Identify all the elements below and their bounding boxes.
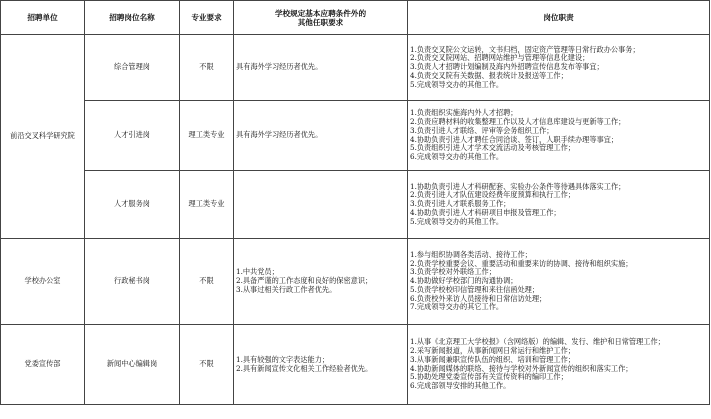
table-row	[1, 101, 710, 171]
duties-cell	[408, 325, 710, 405]
duties-cell	[408, 171, 710, 239]
duty-line: 1.从事《北京理工大学校报》（含网络版）的编辑、发行、维护和日常管理工作；	[410, 337, 665, 347]
major-requirement: 不限	[180, 35, 234, 101]
major-requirement: 理工类专业	[180, 101, 234, 171]
duty-line: 4.协助做好学校部门的沟通协调；	[410, 276, 518, 286]
header-requirements-line1: 学校规定基本应聘条件外的	[274, 8, 367, 18]
requirement-line: 具有海外学习经历者优先。	[236, 62, 323, 72]
requirement-line: 2.具有新闻宣传文化相关工作经验者优先。	[236, 363, 373, 373]
major-requirement: 不限	[180, 325, 234, 405]
position-name: 人才引进岗	[85, 101, 180, 171]
duty-line: 2.负责交叉院网站、招聘网站维护与管理等信息化建设；	[410, 53, 590, 63]
major-requirement: 理工类专业	[180, 171, 234, 239]
duty-line: 1.负责交叉院公文运转，文书归档，固定资产管理等日常行政办公事务；	[410, 44, 640, 54]
header-requirements	[234, 1, 408, 35]
duties-cell	[408, 239, 710, 325]
unit-cell: 学校办公室	[1, 239, 85, 325]
duty-line: 3.负责人才招聘计划编制及海内外招聘宣传信息发布等事宜；	[410, 62, 604, 72]
requirements-cell	[234, 101, 408, 171]
duty-line: 6.负责校外来访人员接待和日常信访处理；	[410, 293, 547, 303]
duties-cell	[408, 35, 710, 101]
header-duties: 岗位职责	[408, 1, 710, 35]
table-row	[1, 325, 710, 405]
requirement-line: 1.中共党员；	[236, 267, 279, 277]
unit-cell: 党委宣传部	[1, 325, 85, 405]
position-name: 综合管理岗	[85, 35, 180, 101]
requirements-cell	[234, 325, 408, 405]
duty-line: 3.负责引进人才联络、评审等会务组织工作；	[410, 125, 554, 135]
duty-line: 5.完成领导交办的其他工作。	[410, 79, 504, 89]
duty-line: 3.负责引进人才联系服务工作；	[410, 199, 511, 209]
duty-line: 5.完成领导交办的其他工作。	[410, 216, 504, 226]
position-name: 人才服务岗	[85, 171, 180, 239]
duty-line: 1.协助负责引进人才科研配套、实验办公条件等待遇具体落实工作；	[410, 181, 626, 191]
duty-line: 7.完成领导交办的其它工作。	[410, 302, 504, 312]
requirement-line: 具有海外学习经历者优先。	[236, 130, 323, 140]
duty-line: 1.负责组织实施海内外人才招聘；	[410, 108, 518, 118]
position-name: 行政秘书岗	[85, 239, 180, 325]
duty-line: 4.协助负责引进人才科研项目申报及管理工作；	[410, 207, 561, 217]
table-row	[1, 35, 710, 101]
duty-line: 4.协助负责引进人才聘任合同洽谈、签订，人职手续办理等事宜；	[410, 134, 619, 144]
header-position: 招聘岗位名称	[85, 1, 180, 35]
duty-line: 3.负责学校对外联络工作；	[410, 267, 496, 277]
duties-cell	[408, 101, 710, 171]
position-name: 新闻中心编辑岗	[85, 325, 180, 405]
requirements-cell	[234, 35, 408, 101]
duty-line: 1.参与组织协调各类活动、接待工作；	[410, 250, 532, 260]
requirements-cell	[234, 171, 408, 239]
duty-line: 4.负责交叉院有关数据、报表统计及报送等工作；	[410, 70, 568, 80]
duty-line: 2.采写新闻报道，从事新闻网日常运行和维护工作；	[410, 346, 575, 356]
requirement-line: 2.具备严谨的工作态度和良好的保密意识；	[236, 276, 373, 286]
requirement-line: 3.从事过相关行政工作者优先。	[236, 284, 337, 294]
duty-line: 5.负责组织引进人才学术交流活动及考核管理工作；	[410, 143, 575, 153]
header-row	[1, 1, 710, 35]
duty-line: 3.从事新闻兼职宣传队伍的组织、培训和管理工作；	[410, 354, 575, 364]
requirement-line: 1.具有较强的文字表达能力；	[236, 354, 330, 364]
duty-line: 2.负责应聘材料的收集整理工作以及人才信息库建设与更新等工作；	[410, 117, 626, 127]
duty-line: 6.完成领导交办的其他工作。	[410, 151, 504, 161]
duty-line: 2.负责引进人才队伍建设经费年度预算和执行工作；	[410, 190, 575, 200]
duty-line: 4.协助新闻媒体的联络、接待与学校对外新闻宣传的组织和落实工作；	[410, 363, 633, 373]
header-major: 专业要求	[180, 1, 234, 35]
duty-line: 5.负责学校校印信管理和来往信函处理；	[410, 284, 540, 294]
duty-line: 5.协助处理党委宣传部有关宣传资料的编印工作；	[410, 372, 568, 382]
header-requirements-line2: 其他任职要求	[297, 17, 344, 27]
table-row	[1, 171, 710, 239]
major-requirement: 不限	[180, 239, 234, 325]
unit-cell: 前沿交叉科学研究院	[1, 35, 85, 239]
duty-line: 2.负责学校重要会议、重要活动和重要来访的协调、接待和组织实施；	[410, 258, 633, 268]
header-unit: 招聘单位	[1, 1, 85, 35]
table-row	[1, 239, 710, 325]
duty-line: 6.完成部领导安排的其他工作。	[410, 380, 511, 390]
requirements-cell	[234, 239, 408, 325]
